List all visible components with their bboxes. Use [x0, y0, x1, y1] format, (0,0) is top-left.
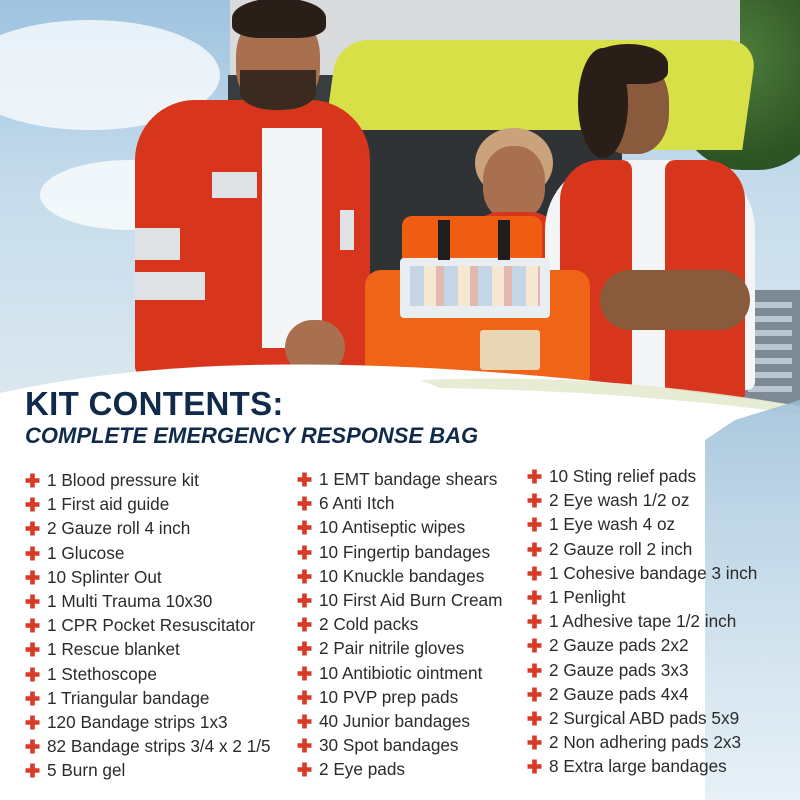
medical-cross-icon — [297, 496, 312, 511]
medical-cross-icon — [297, 472, 312, 487]
list-item-label: 1 Adhesive tape 1/2 inch — [549, 611, 737, 632]
list-item — [25, 589, 271, 613]
list-item-label: 10 Sting relief pads — [549, 466, 697, 486]
list-item-label: 1 Stethoscope — [47, 663, 157, 684]
list-item-label: 30 Spot bandages — [319, 735, 459, 756]
list-item-label: 10 Splinter Out — [47, 566, 162, 587]
list-item-label: 1 CPR Pocket Resuscitator — [47, 615, 256, 636]
list-item — [25, 516, 271, 540]
list-item-label: 2 Eye pads — [319, 759, 405, 780]
list-item — [297, 636, 502, 660]
list-item-label: 120 Bandage strips 1x3 — [47, 711, 228, 732]
medical-cross-icon — [297, 690, 312, 705]
list-item-label: 1 Rescue blanket — [47, 639, 180, 660]
medical-cross-icon — [297, 569, 312, 584]
bag-supplies — [400, 258, 550, 318]
medical-cross-icon — [527, 759, 542, 774]
medical-cross-icon — [25, 546, 40, 561]
medical-cross-icon — [527, 638, 542, 653]
list-item — [25, 734, 271, 758]
list-item-label: 10 PVP prep pads — [319, 686, 459, 707]
list-item — [297, 491, 502, 515]
medical-cross-icon — [297, 762, 312, 777]
medical-cross-icon — [527, 493, 542, 508]
list-item-label: 2 Gauze roll 2 inch — [549, 538, 693, 559]
medical-cross-icon — [527, 663, 542, 678]
list-item-label: 1 First aid guide — [47, 494, 170, 515]
list-item-label: 10 Fingertip bandages — [319, 541, 491, 562]
medical-cross-icon — [527, 687, 542, 702]
medical-cross-icon — [297, 738, 312, 753]
list-item — [25, 613, 271, 637]
list-item-label: 2 Surgical ABD pads 5x9 — [549, 707, 740, 728]
list-item — [25, 662, 271, 686]
medical-cross-icon — [25, 594, 40, 609]
medical-cross-icon — [25, 521, 40, 536]
list-item — [25, 710, 271, 734]
medical-cross-icon — [25, 473, 40, 488]
list-item — [527, 754, 757, 778]
list-item — [25, 565, 271, 589]
medical-cross-icon — [527, 711, 542, 726]
list-item — [297, 612, 502, 636]
list-item — [25, 541, 271, 565]
list-item-label: 1 EMT bandage shears — [319, 469, 498, 489]
list-item — [527, 633, 757, 657]
list-item — [527, 537, 757, 561]
list-item — [25, 758, 271, 782]
list-item — [25, 468, 271, 492]
list-item-label: 10 Knuckle bandages — [319, 565, 485, 586]
bag-strap — [438, 220, 450, 260]
medical-cross-icon — [527, 469, 542, 484]
list-item-label: 1 Blood pressure kit — [47, 470, 199, 490]
list-item-label: 82 Bandage strips 3/4 x 2 1/5 — [47, 736, 271, 757]
medical-cross-icon — [527, 517, 542, 532]
list-item-label: 10 Antibiotic ointment — [319, 662, 483, 683]
list-item — [297, 685, 502, 709]
list-item — [527, 706, 757, 730]
list-item — [297, 564, 502, 588]
medical-cross-icon — [297, 714, 312, 729]
medical-cross-icon — [527, 566, 542, 581]
list-item-label: 1 Eye wash 4 oz — [549, 514, 676, 535]
contents-column-2 — [297, 467, 502, 781]
medical-cross-icon — [297, 520, 312, 535]
list-item — [527, 464, 757, 488]
page-subtitle: COMPLETE EMERGENCY RESPONSE BAG — [25, 423, 479, 448]
list-item-label: 2 Gauze pads 2x2 — [549, 635, 689, 656]
medical-cross-icon — [25, 763, 40, 778]
medical-cross-icon — [25, 497, 40, 512]
medical-cross-icon — [25, 570, 40, 585]
list-item — [527, 658, 757, 682]
list-item-label: 1 Cohesive bandage 3 inch — [549, 562, 758, 583]
medical-cross-icon — [527, 590, 542, 605]
medical-cross-icon — [25, 691, 40, 706]
list-item — [25, 686, 271, 710]
medical-cross-icon — [297, 617, 312, 632]
list-item — [527, 609, 757, 633]
medical-cross-icon — [527, 614, 542, 629]
list-item-label: 10 First Aid Burn Cream — [319, 589, 503, 610]
medical-cross-icon — [527, 735, 542, 750]
list-item-label: 8 Extra large bandages — [549, 756, 727, 777]
list-item — [297, 709, 502, 733]
list-item-label: 2 Gauze pads 4x4 — [549, 683, 689, 704]
list-item-label: 1 Multi Trauma 10x30 — [47, 590, 213, 611]
medical-cross-icon — [25, 618, 40, 633]
medical-cross-icon — [297, 641, 312, 656]
list-item-label: 1 Glucose — [47, 542, 125, 563]
list-item — [297, 588, 502, 612]
bag-strap — [498, 220, 510, 260]
list-item-label: 10 Antiseptic wipes — [319, 517, 466, 538]
list-item — [25, 492, 271, 516]
medical-cross-icon — [25, 642, 40, 657]
list-item-label: 2 Gauze roll 4 inch — [47, 518, 191, 539]
list-item — [297, 733, 502, 757]
list-item-label: 1 Penlight — [549, 586, 626, 607]
contents-column-3 — [527, 464, 757, 778]
contents-column-1 — [25, 468, 271, 782]
list-item — [527, 488, 757, 512]
list-item — [297, 540, 502, 564]
medical-cross-icon — [25, 715, 40, 730]
list-item — [25, 637, 271, 661]
list-item-label: 1 Triangular bandage — [47, 687, 210, 708]
list-item — [527, 585, 757, 609]
medical-cross-icon — [297, 666, 312, 681]
list-item — [527, 512, 757, 536]
list-item-label: 6 Anti Itch — [319, 493, 395, 514]
list-item — [527, 730, 757, 754]
list-item — [527, 682, 757, 706]
medical-cross-icon — [297, 545, 312, 560]
medical-cross-icon — [25, 667, 40, 682]
list-item — [297, 467, 502, 491]
list-item — [527, 561, 757, 585]
list-item-label: 40 Junior bandages — [319, 710, 470, 731]
list-item — [297, 757, 502, 781]
list-item — [297, 515, 502, 539]
medical-cross-icon — [25, 739, 40, 754]
list-item-label: 2 Pair nitrile gloves — [319, 638, 465, 659]
list-item-label: 5 Burn gel — [47, 760, 126, 781]
list-item-label: 2 Non adhering pads 2x3 — [549, 732, 742, 753]
list-item-label: 2 Eye wash 1/2 oz — [549, 490, 690, 511]
list-item-label: 2 Cold packs — [319, 614, 419, 635]
page-title: KIT CONTENTS: — [25, 385, 284, 422]
medical-cross-icon — [297, 593, 312, 608]
list-item — [297, 661, 502, 685]
list-item-label: 2 Gauze pads 3x3 — [549, 659, 689, 680]
medical-cross-icon — [527, 542, 542, 557]
